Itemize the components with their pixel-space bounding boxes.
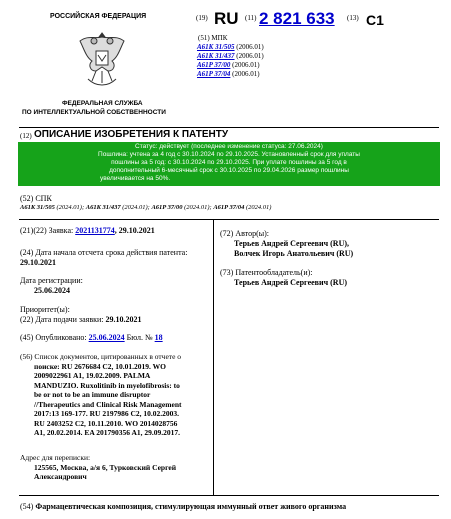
filing-date-line	[20, 315, 142, 325]
cited-line: //Therapeutics and Clinical Risk Management	[34, 399, 182, 409]
cited-line: поиске: RU 2676684 C2, 10.01.2019. WO	[34, 361, 167, 371]
code-13: (13)	[347, 14, 359, 22]
kind-code: C1	[366, 12, 384, 28]
ipc-item	[197, 43, 264, 52]
country-code: RU	[214, 9, 239, 28]
cpc-date: (2024.01);	[122, 204, 150, 211]
divider	[19, 127, 439, 128]
divider	[19, 219, 439, 220]
cited-documents-list	[20, 362, 212, 438]
ipc-list	[197, 43, 264, 79]
registration-label: Дата регистрации:	[20, 276, 83, 285]
cited-line: 2009022961 A1, 19.02.2009. PALMA	[34, 371, 151, 380]
address-line: 125565, Москва, а/я 6, Турковский Сергей	[34, 462, 177, 472]
cited-documents	[20, 352, 212, 438]
priority-label: Приоритет(ы):	[20, 305, 70, 314]
status-box	[18, 142, 440, 186]
filing-date-label: (22) Дата подачи заявки:	[20, 315, 104, 324]
ipc-code-link[interactable]: A61K 31/437	[197, 52, 235, 60]
code-11: (11)	[245, 14, 257, 22]
fee-line: дополнительный 6-месячный срок с 30.10.2025 по 29.04.2026 размер пошлины	[109, 167, 349, 174]
ipc-item	[197, 61, 264, 70]
fee-line: увеличивается на 50%.	[100, 175, 171, 182]
ipc-code-link[interactable]: A61P 37/04	[197, 70, 231, 78]
ipc-item	[197, 70, 264, 79]
ipc-date: (2006.01)	[236, 52, 264, 60]
divider	[19, 495, 439, 496]
bulletin-label: Бюл. №	[126, 333, 153, 342]
cpc-label: (52) СПК	[20, 194, 52, 203]
application-line	[20, 226, 155, 236]
author-name: Волчек Игорь Анатольевич (RU)	[234, 249, 354, 258]
status-line: Статус: действует (последнее изменение статуса: 27.06.2024)	[135, 143, 323, 150]
cited-line: MANDUZIO. Ruxolitinib in myelofibrosis: to	[34, 380, 180, 390]
publication-line	[20, 333, 163, 343]
patent-number-link[interactable]: 2 821 633	[259, 9, 335, 28]
registration	[20, 276, 83, 296]
cpc-list	[20, 204, 271, 212]
ipc-code-link[interactable]: A61P 37/00	[197, 61, 231, 69]
owners-label: (73) Патентообладатель(и):	[220, 268, 313, 277]
country-name: РОССИЙСКАЯ ФЕДЕРАЦИЯ	[50, 13, 147, 20]
owner-name: Терьев Андрей Сергеевич (RU)	[234, 278, 348, 287]
filing-date: 29.10.2021	[105, 315, 142, 324]
cited-line: be or not to be an immune disruptor	[34, 390, 151, 399]
title-code: (12)	[20, 132, 32, 140]
application-date: , 29.10.2021	[114, 226, 155, 235]
term-start-date: 29.10.2021	[20, 258, 56, 267]
invention-title-line	[20, 502, 346, 512]
authors-block	[220, 229, 440, 259]
invention-title: Фармацевтическая композиция, стимулирующая иммунный ответ живого организма	[35, 502, 347, 511]
cited-line: RU 2403252 C2, 10.11.2010. WO 2014028756	[34, 418, 178, 428]
cpc-date: (2024.01);	[56, 204, 85, 211]
ipc-label: (51) МПК	[198, 34, 228, 42]
invention-title-code: (54)	[20, 502, 34, 511]
cited-line: 2017:13 169-177. RU 2197986 C2, 10.02.2003.	[34, 409, 179, 418]
author-name: Терьев Андрей Сергеевич (RU),	[234, 239, 350, 248]
application-number-link[interactable]: 2021131774	[75, 226, 115, 235]
column-divider	[213, 219, 214, 495]
term-start	[20, 248, 212, 268]
priority	[20, 305, 142, 325]
cpc-code: A61P 37/00	[151, 204, 183, 211]
document-title: ОПИСАНИЕ ИЗОБРЕТЕНИЯ К ПАТЕНТУ	[34, 129, 229, 140]
agency-line-1: ФЕДЕРАЛЬНАЯ СЛУЖБА	[62, 100, 143, 107]
ipc-code-link[interactable]: A61K 31/505	[197, 43, 235, 51]
code-19: (19)	[196, 14, 208, 22]
cpc-code: A61K 31/505	[20, 204, 55, 211]
cited-line: A1, 20.02.2014. EA 201790356 A1, 29.09.2017.	[34, 428, 181, 437]
fee-line: пошлины за 5 год: с 30.10.2024 по 29.10.2025. При уплате пошлины за 5 год в	[111, 159, 347, 166]
cited-documents-label: (56) Список документов, цитированных в отчете о	[20, 352, 182, 361]
cpc-date: (2024.01);	[184, 204, 212, 211]
cpc-code: A61K 31/437	[85, 204, 121, 211]
application-label: (21)(22) Заявка:	[20, 226, 74, 235]
ipc-date: (2006.01)	[232, 61, 260, 69]
term-start-label: (24) Дата начала отсчета срока действия патента:	[20, 248, 188, 257]
ipc-item	[197, 52, 264, 61]
address-line: Александрович	[34, 472, 87, 481]
cpc-date: (2024.01)	[245, 204, 272, 211]
ipc-date: (2006.01)	[232, 70, 260, 78]
owners-block	[220, 268, 440, 288]
bulletin-number-link[interactable]: 18	[154, 333, 163, 342]
publication-label: (45) Опубликовано:	[20, 333, 87, 342]
address-label: Адрес для переписки:	[20, 453, 91, 462]
agency-line-2: ПО ИНТЕЛЛЕКТУАЛЬНОЙ СОБСТВЕННОСТИ	[22, 109, 166, 116]
registration-date: 25.06.2024	[34, 286, 70, 295]
fee-line: Пошлина: учтена за 4 год с 30.10.2024 по 29.10.2025. Установленный срок для уплаты	[98, 151, 360, 158]
publication-date-link[interactable]: 25.06.2024	[88, 333, 125, 342]
cpc-code: A61P 37/04	[213, 204, 245, 211]
ipc-date: (2006.01)	[236, 43, 264, 51]
correspondence-address	[20, 453, 212, 482]
coat-of-arms-emblem	[74, 27, 130, 93]
authors-label: (72) Автор(ы):	[220, 229, 269, 238]
